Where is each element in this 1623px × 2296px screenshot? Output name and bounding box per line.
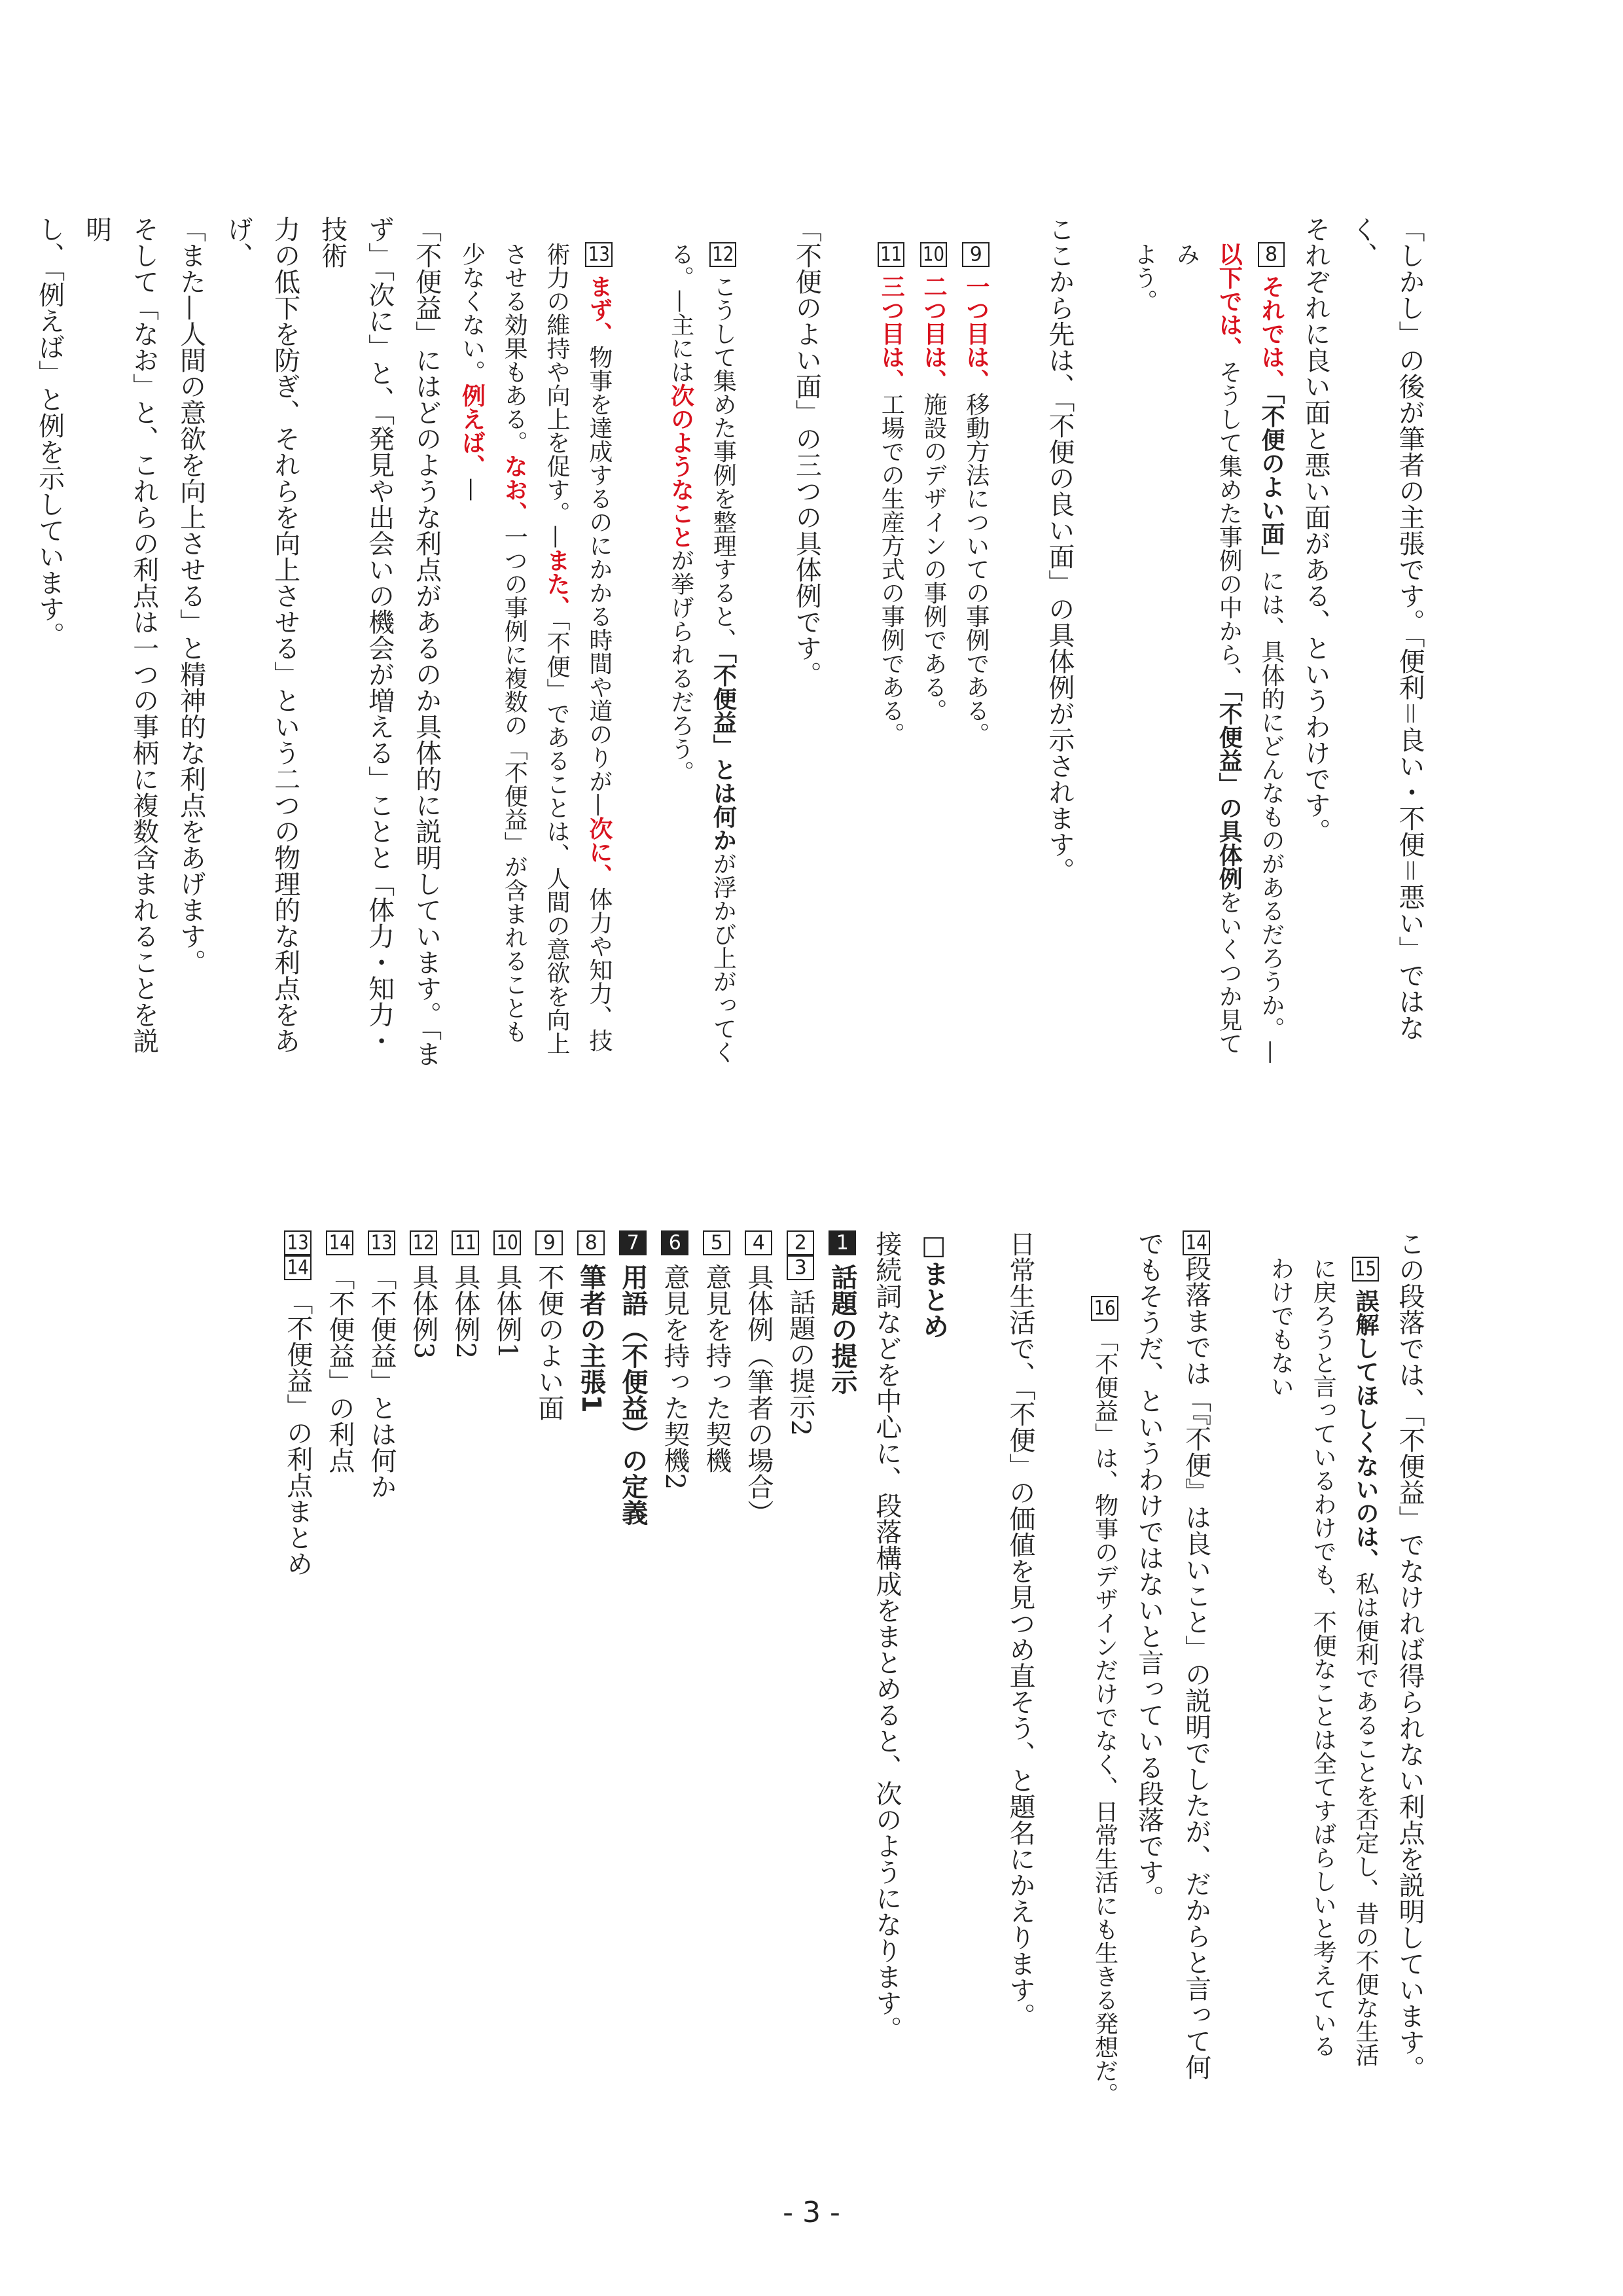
summary-row: 4 具体例（筆者の場合） [738, 1230, 779, 2147]
examples-list [869, 242, 996, 1067]
summary-row: 8 筆者の主張1 [570, 1230, 612, 2147]
summary-row: 9 不便のよい面 [528, 1230, 570, 2147]
paragraph-8: 8 それでは、「不便のよい面」には、具体的にどんなものがあるだろうか。— 以下では、そうして集めた事例の中から、「不便益」の具体例をいくつか見てみ よう。 [1130, 242, 1285, 1064]
summary-row: 11 具体例2 [444, 1230, 486, 2147]
paragraph-number: 8 [1258, 242, 1285, 267]
summary-row: 1 話題の提示 [821, 1230, 863, 2147]
paragraph-15: 15 誤解してほしくないのは、私は便利であることを否定し、昔の不便な生活 に戻ろうと言っているわけでも、不便なことは全てすばらしいと考えている わけでもない [1267, 1257, 1379, 2067]
paragraph-12: 12 こうして集めた事例を整理すると、「不便益」とは何かが浮かび上がってく る。—主には次のようなことが挙げられるだろう。 [667, 242, 737, 1064]
paragraph-this: この段落では、「不便益」でなければ得られない利点を説明しています。 [1395, 1230, 1425, 2081]
paragraph-explain: 「不便益」にはどのような利点があるのか具体的に説明しています。「ま ず」「次に」と、「発見や出会いの機会が増える」ことと「体力・知力・技術 力の低下を防ぎ、それらを向上させる」という二つの物理的な利点をあげ、 「また—人間の意欲を向上させる」と精神的な利点をあげます。 そして「なお」と、これらの利点は一つの事柄に複数含まれることを説明 し、「例えば」と例を示しています。 [34, 216, 442, 1067]
paragraph-shikashi: 「しかし」の後が筆者の主張です。「便利＝良い・不便＝悪い」ではなく、 それぞれに良い面と悪い面がある、というわけです。 [1300, 216, 1425, 1041]
summary-list [277, 1230, 863, 2147]
summary-row: 12 具体例3 [402, 1230, 444, 2147]
example-row: 10 二つ目は、施設のデザインの事例である。 [920, 242, 947, 722]
matome-title: □まとめ [918, 1230, 949, 1339]
lower-text-block [111, 1230, 1433, 2147]
paragraph-13: 13 まず、物事を達成するのにかかる時間や道のりが—次に、体力や知力、技 術力の維持や向上を促す。—また、「不便」であることは、人間の意欲を向上 させる効果もある。なお、一つの事例に複数の「不便益」が含まれることも 少なくない。例えば、— [458, 242, 613, 1055]
example-row: 11 三つ目は、工場での生産方式の事例である。 [878, 242, 904, 745]
paragraph-here: ここから先は、「不便の良い面」の具体例が示されます。 [1044, 216, 1075, 884]
paragraph-14-note: 14段落までは「『不便』は良いこと」の説明でしたが、だからと言って何 でもそうだ、というわけではないと言っている段落です。 [1133, 1230, 1211, 2080]
matome-section: □まとめ 接続詞などを中心に、段落構成をまとめると、次のようになります。 [871, 1230, 949, 2042]
summary-row: 10 具体例1 [486, 1230, 528, 2147]
summary-row: 6 意見を持った契機2 [654, 1230, 696, 2147]
summary-row: 23 話題の提示2 [779, 1230, 821, 2147]
summary-row: 5 意見を持った契機 [696, 1230, 738, 2147]
summary-row: 13 「不便益」とは何か [361, 1230, 402, 2147]
summary-row: 1314 「不便益」の利点まとめ [277, 1230, 319, 2147]
summary-row: 7 用語（不便益）の定義 [612, 1230, 654, 2147]
summary-row: 14 「不便益」の利点 [319, 1230, 361, 2147]
page-number: - 3 - [783, 2196, 840, 2229]
paragraph-three-examples: 「不便のよい面」の三つの具体例です。 [791, 216, 822, 687]
paragraph-16: 16 「不便益」は、物事のデザインだけでなく、日常生活にも生きる発想だ。 [1083, 1296, 1126, 2147]
example-row: 9 一つ目は、移動方法についての事例である。 [963, 242, 990, 745]
paragraph-daily: 日常生活で、「不便」の価値を見つめ直そう、と題名にかえります。 [1005, 1230, 1035, 2029]
upper-text-block [34, 216, 1433, 1067]
